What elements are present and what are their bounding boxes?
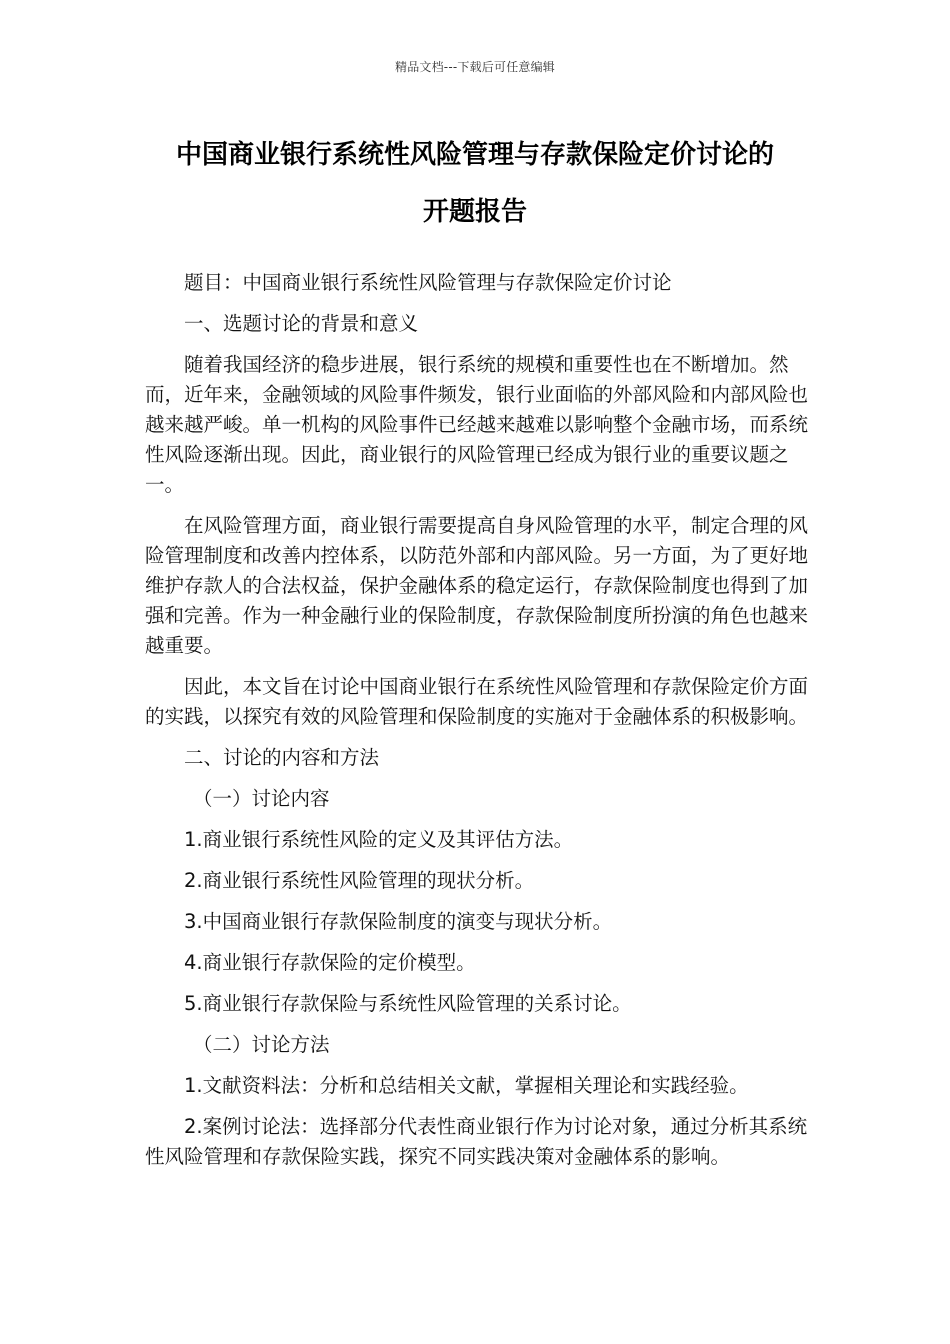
method-item: 1.文献资料法：分析和总结相关文献，掌握相关理论和实践经验。 — [184, 1074, 749, 1097]
section2-heading: 二、讨论的内容和方法 — [184, 746, 380, 769]
content-item: 2.商业银行系统性风险管理的现状分析。 — [184, 869, 535, 892]
content-item: 1.商业银行系统性风险的定义及其评估方法。 — [184, 828, 574, 851]
method-subheading: （二）讨论方法 — [193, 1033, 330, 1056]
document-title-line2: 开题报告 — [422, 197, 527, 227]
document-body — [145, 268, 810, 1183]
page-header: 精品文档---下载后可任意编辑 — [395, 60, 555, 74]
content-item: 3.中国商业银行存款保险制度的演变与现状分析。 — [184, 910, 613, 933]
section1-heading: 一、选题讨论的背景和意义 — [184, 312, 419, 335]
content-item: 5.商业银行存款保险与系统性风险管理的关系讨论。 — [184, 992, 632, 1015]
content-subheading: （一）讨论内容 — [193, 787, 330, 810]
background-paragraph-3: 因此，本文旨在讨论中国商业银行在系统性风险管理和存款保险定价方面的实践，以探究有效的风险管理和保险制度的实施对于金融体系的积极影响。 — [145, 675, 809, 728]
topic-line: 题目：中国商业银行系统性风险管理与存款保险定价讨论 — [184, 271, 672, 294]
background-paragraph-1: 随着我国经济的稳步进展，银行系统的规模和重要性也在不断增加。然而，近年来，金融领域的风险事件频发，银行业面临的外部风险和内部风险也越来越严峻。单一机构的风险事件已经越来越难以影响整个金融市场，而系统性风险逐渐出现。因此，商业银行的风险管理已经成为银行业的重要议题之一。 — [145, 353, 809, 496]
content-item: 4.商业银行存款保险的定价模型。 — [184, 951, 476, 974]
document-title-line1: 中国商业银行系统性风险管理与存款保险定价讨论的 — [175, 140, 774, 170]
method-item: 2.案例讨论法：选择部分代表性商业银行作为讨论对象，通过分析其系统性风险管理和存款保险实践，探究不同实践决策对金融体系的影响。 — [145, 1115, 808, 1168]
background-paragraph-2: 在风险管理方面，商业银行需要提高自身风险管理的水平，制定合理的风险管理制度和改善内控体系，以防范外部和内部风险。另一方面，为了更好地维护存款人的合法权益，保护金融体系的稳定运行，存款保险制度也得到了加强和完善。作为一种金融行业的保险制度，存款保险制度所扮演的角色也越来越重要。 — [145, 514, 809, 657]
